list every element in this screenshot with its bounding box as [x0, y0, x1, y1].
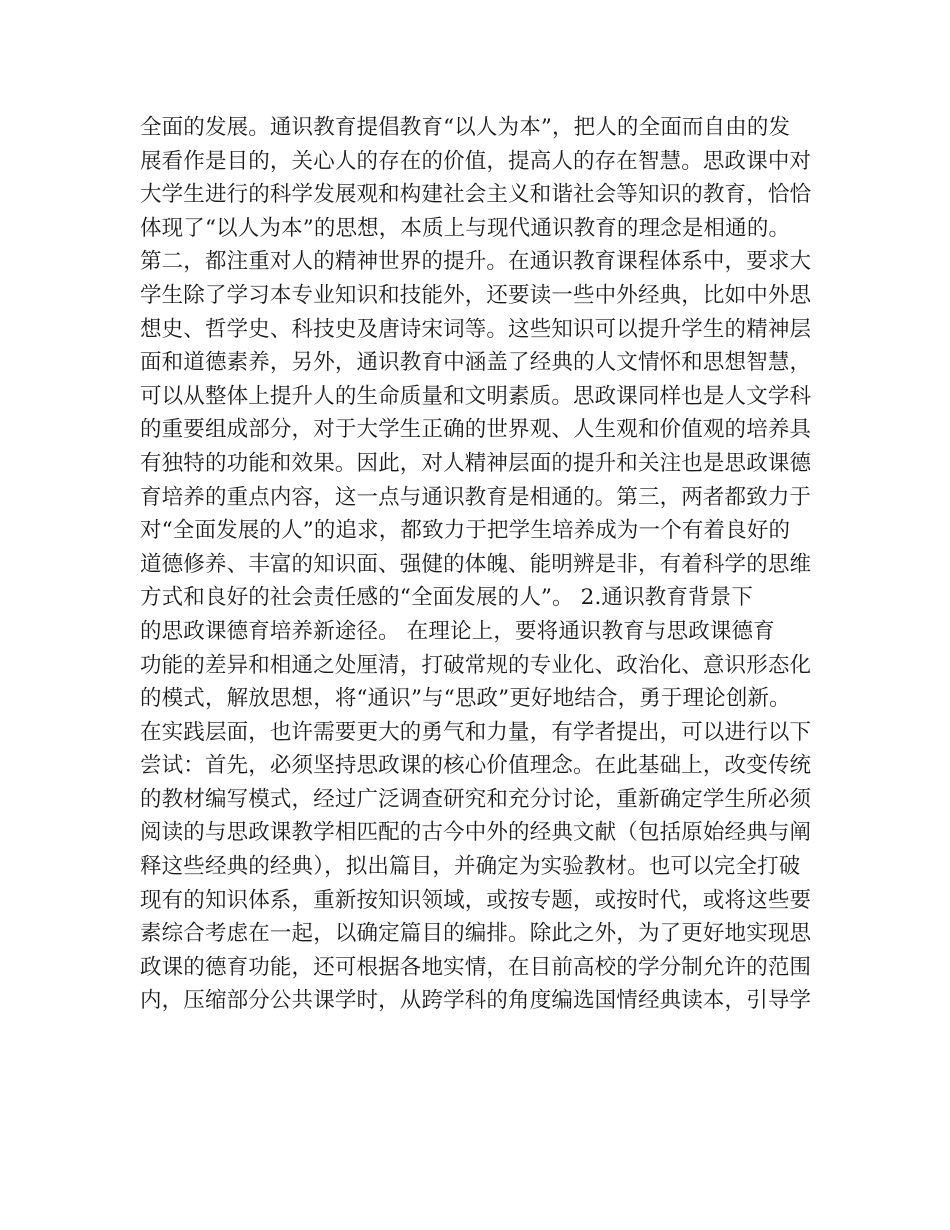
text-line: 展看作是目的，关心人的存在的价值，提高人的存在智慧。思政课中对: [140, 148, 812, 174]
text-line: 方式和良好的社会责任感的“全面发展的人”。 2.通识教育背景下: [140, 585, 753, 611]
text-line: 想史、哲学史、科技史及唐诗宋词等。这些知识可以提升学生的精神层: [140, 316, 812, 342]
text-line: 对“全面发展的人”的追求，都致力于把学生培养成为一个有着良好的: [140, 518, 791, 544]
text-line: 育培养的重点内容，这一点与通识教育是相通的。第三，两者都致力于: [140, 484, 812, 510]
text-line: 学生除了学习本专业知识和技能外，还要读一些中外经典，比如中外思: [140, 282, 812, 308]
text-line: 素综合考虑在一起，以确定篇目的编排。除此之外，为了更好地实现思: [140, 921, 812, 947]
body-text: [140, 111, 830, 1018]
text-line: 全面的发展。通识教育提倡教育“以人为本”，把人的全面而自由的发: [140, 115, 791, 140]
text-line: 可以从整体上提升人的生命质量和文明素质。思政课同样也是人文学科: [140, 383, 812, 409]
text-line: 释这些经典的经典），拟出篇目，并确定为实验教材。也可以完全打破: [140, 854, 801, 880]
text-line: 大学生进行的科学发展观和构建社会主义和谐社会等知识的教育，恰恰: [140, 182, 812, 208]
text-line: 的教材编写模式，经过广泛调查研究和充分讨论，重新确定学生所必须: [140, 786, 812, 812]
text-line: 现有的知识体系，重新按知识领域，或按专题，或按时代，或将这些要: [140, 887, 812, 913]
text-line: 功能的差异和相通之处厘清，打破常规的专业化、政治化、意识形态化: [140, 652, 812, 678]
text-line: 体现了“以人为本”的思想，本质上与现代通识教育的理念是相通的。: [140, 215, 791, 241]
text-line: 政课的德育功能，还可根据各地实情，在目前高校的学分制允许的范围: [140, 954, 812, 980]
text-line: 内，压缩部分公共课学时，从跨学科的角度编选国情经典读本，引导学: [140, 988, 812, 1014]
text-line: 的重要组成部分，对于大学生正确的世界观、人生观和价值观的培养具: [140, 417, 812, 443]
text-line: 尝试：首先，必须坚持思政课的核心价值理念。在此基础上，改变传统: [140, 753, 812, 779]
text-line: 第二，都注重对人的精神世界的提升。在通识教育课程体系中，要求大: [140, 249, 812, 275]
text-line: 阅读的与思政课教学相匹配的古今中外的经典文献（包括原始经典与阐: [140, 820, 812, 846]
text-line: 在实践层面，也许需要更大的勇气和力量，有学者提出，可以进行以下: [140, 719, 812, 745]
text-line: 的思政课德育培养新途径。 在理论上，要将通识教育与思政课德育: [140, 618, 775, 644]
text-line: 的模式，解放思想，将“通识”与“思政”更好地结合，勇于理论创新。: [140, 686, 791, 712]
text-line: 有独特的功能和效果。因此，对人精神层面的提升和关注也是思政课德: [140, 450, 812, 476]
text-line: 道德修养、丰富的知识面、强健的体魄、能明辨是非，有着科学的思维: [140, 551, 812, 577]
text-line: 面和道德素养，另外，通识教育中涵盖了经典的人文情怀和思想智慧，: [140, 350, 812, 376]
